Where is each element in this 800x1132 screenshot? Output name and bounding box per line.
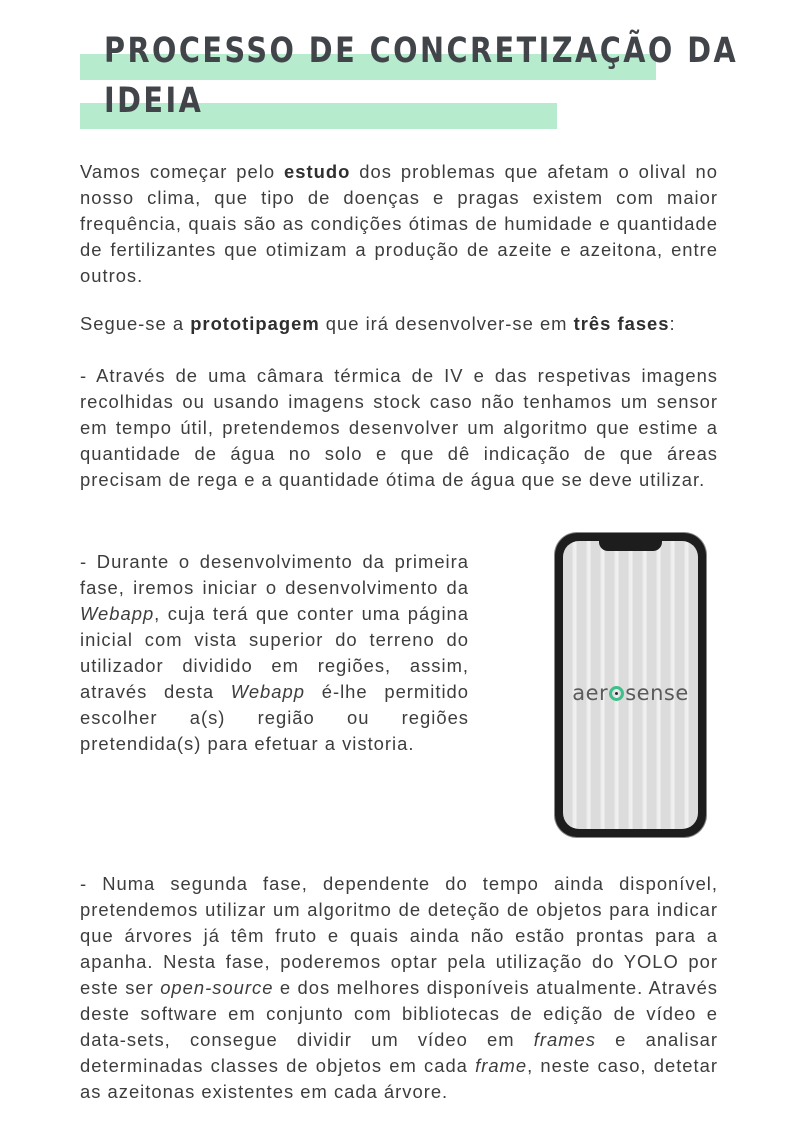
italic-text: Webapp [230, 681, 305, 702]
text-run: - Numa segunda fase, dependente do tempo ainda disponível, pretendemos utilizar um algoritmo de deteção de objetos para indicar que árvores já têm fruto e quais ainda não estão prontas para a apanha. Nesta fase, poderemos optar pela utilização do YOLO por este ser [80, 873, 718, 998]
logo-text: aer [572, 681, 609, 705]
text-run: : [669, 313, 676, 334]
text-run: e analisar determinadas classes de objetos em cada [80, 1029, 718, 1076]
text-run: e dos melhores disponíveis atualmente. Através deste software em conjunto com bibliotecas de edição de vídeo e data-sets, consegue dividir um vídeo em [80, 977, 718, 1050]
phone-notch [599, 541, 662, 551]
aerosense-logo [563, 681, 698, 705]
text-run: que irá desenvolver-se em [319, 313, 574, 334]
page-title [104, 26, 739, 126]
bold-text: três fases [573, 313, 670, 334]
bold-text: prototipagem [190, 313, 320, 334]
text-run: - Durante o desenvolvimento da primeira fase, iremos iniciar o desenvolvimento da [80, 551, 469, 598]
smartphone-image [555, 533, 706, 837]
phase-one-paragraph: - Através de uma câmara térmica de IV e das respetivas imagens recolhidas ou usando imagens stock caso não tenhamos um sensor em tempo útil, pretendemos desenvolver um algoritmo que estime a quantidade de água no solo e que dê indicação de que áreas precisam de rega e a quantidade ótima de água que se deve utilizar. [80, 365, 718, 490]
logo-eye-icon [609, 686, 624, 701]
phase-two-paragraph [80, 871, 718, 1105]
text-run: , neste caso, detetar as azeitonas existentes em cada árvore. [80, 1055, 718, 1102]
title-line-1: PROCESSO DE CONCRETIZAÇÃO DA [104, 31, 739, 71]
phases-intro-paragraph [80, 311, 718, 337]
phone-screen [563, 541, 698, 829]
italic-text: frames [533, 1029, 596, 1050]
text-run: Vamos começar pelo [80, 161, 285, 182]
bold-text: estudo [284, 161, 351, 182]
text-run: é-lhe permitido escolher a(s) região ou regiões pretendida(s) para efetuar a vistoria. [80, 681, 469, 754]
text-run: Segue-se a [80, 313, 191, 334]
title-line-2: IDEIA [104, 81, 204, 121]
webapp-paragraph [80, 549, 469, 757]
italic-text: Webapp [80, 603, 155, 624]
italic-text: frame [475, 1055, 528, 1076]
italic-text: open-source [160, 977, 274, 998]
text-run: dos problemas que afetam o olival no nosso clima, que tipo de doenças e pragas existem com maior frequência, quais são as condições ótimas de humidade e quantidade de fertilizantes que otimizam a produção de azeite e azeitona, entre outros. [80, 161, 718, 286]
intro-paragraph [80, 159, 718, 289]
logo-text: sense [625, 681, 689, 705]
text-run: , cuja terá que conter uma página inicial com vista superior do terreno do utilizador dividido em regiões, assim, através desta [80, 603, 469, 702]
